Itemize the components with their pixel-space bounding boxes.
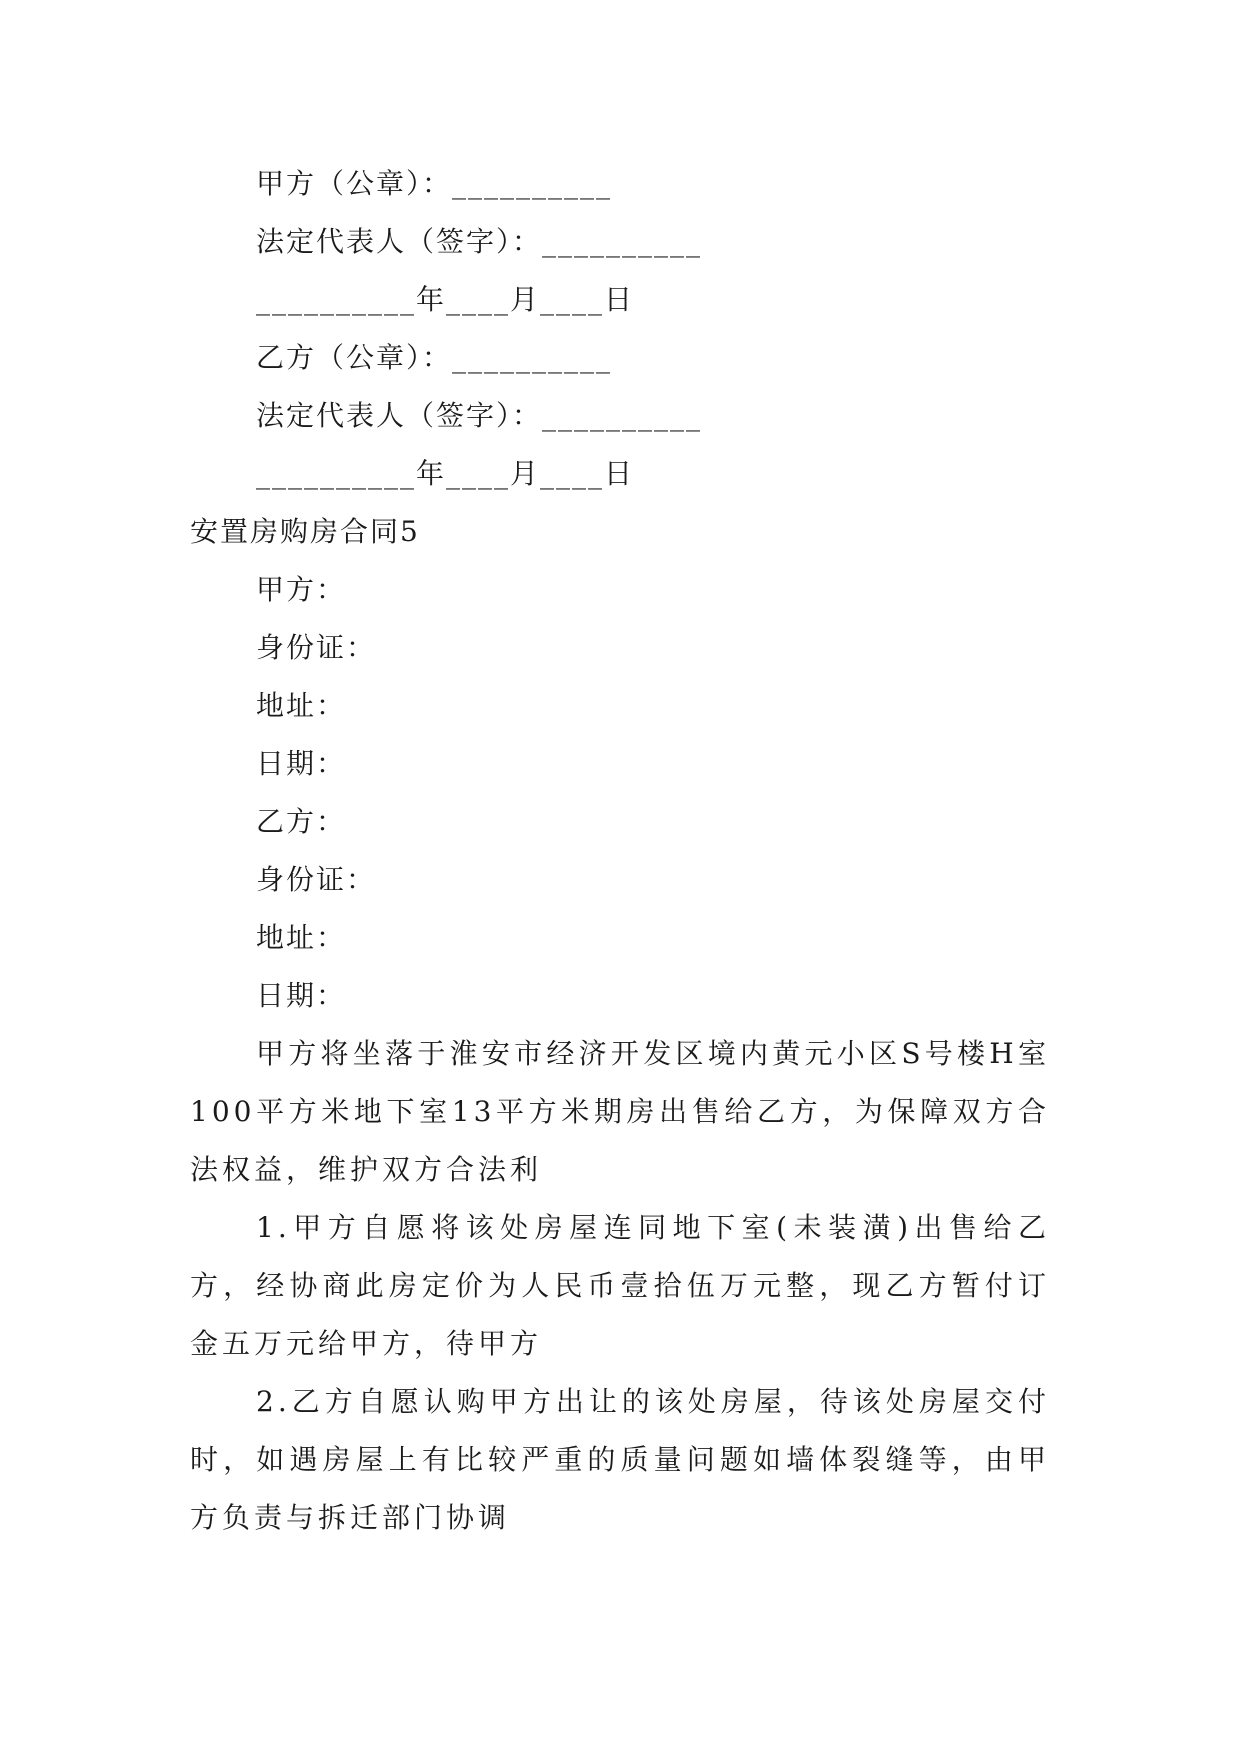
- party-b-seal-line: 乙方（公章）：__________: [256, 341, 613, 374]
- document-body: [190, 155, 1050, 1547]
- party-a-representative-line: 法定代表人（签字）：__________: [256, 225, 703, 258]
- intro-paragraph: 甲方将坐落于淮安市经济开发区境内黄元小区S号楼H室100平方米地下室13平方米期房出售给乙方，为保障双方合法权益，维护双方合法利: [190, 1037, 1050, 1186]
- party-a-date-line: __________年____月____日: [256, 283, 635, 316]
- party-b-representative-line: 法定代表人（签字）：__________: [256, 399, 703, 432]
- party-a-label: 甲方：: [256, 573, 347, 606]
- party-a-id-label: 身份证：: [256, 631, 377, 664]
- party-b-id-label: 身份证：: [256, 863, 377, 896]
- party-a-address-label: 地址：: [256, 689, 347, 722]
- clause-2-paragraph: 2.乙方自愿认购甲方出让的该处房屋，待该处房屋交付时，如遇房屋上有比较严重的质量问题如墙体裂缝等，由甲方负责与拆迁部门协调: [190, 1385, 1050, 1534]
- party-b-address-label: 地址：: [256, 921, 347, 954]
- party-b-date-line: __________年____月____日: [256, 457, 635, 490]
- party-a-seal-line: 甲方（公章）：__________: [256, 167, 613, 200]
- party-b-label: 乙方：: [256, 805, 347, 838]
- party-a-date-label: 日期：: [256, 747, 347, 780]
- clause-1-paragraph: 1.甲方自愿将该处房屋连同地下室(未装潢)出售给乙方，经协商此房定价为人民币壹拾伍万元整，现乙方暂付订金五万元给甲方，待甲方: [190, 1211, 1050, 1360]
- contract-title: 安置房购房合同5: [190, 515, 420, 548]
- party-b-date-label: 日期：: [256, 979, 347, 1012]
